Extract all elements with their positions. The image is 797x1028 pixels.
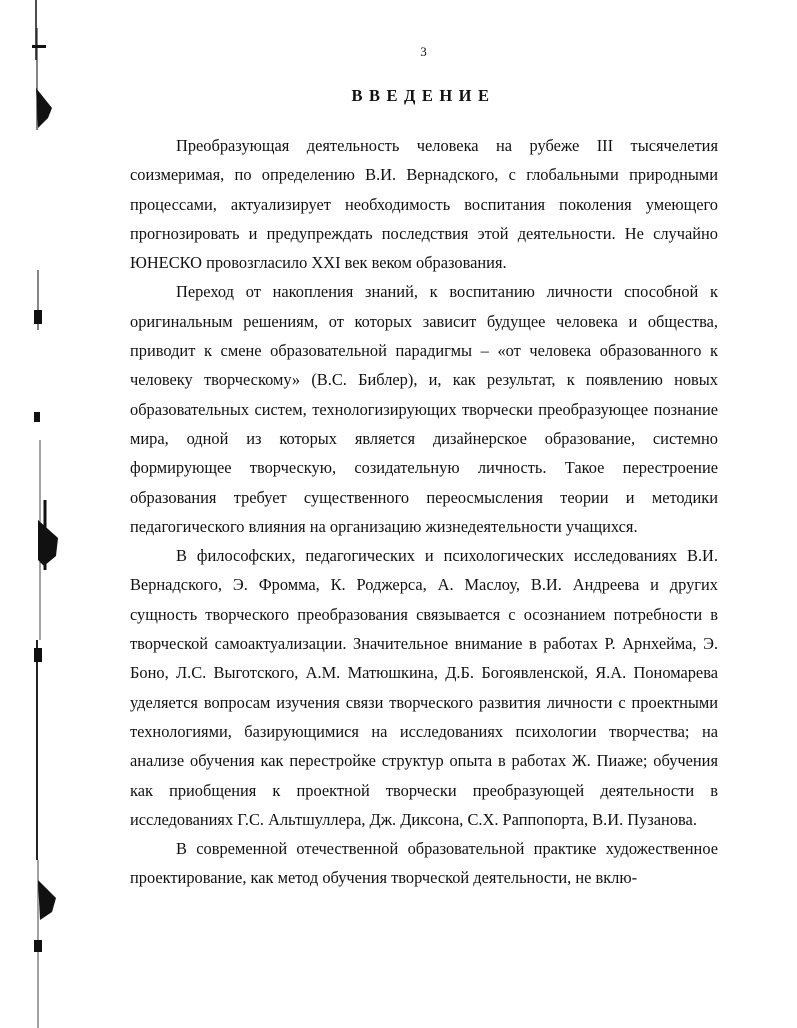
paragraph: Преобразующая деятельность человека на рубеже III тысячелетия соизмеримая, по определению В.И. Вернадского, с глобальными природными процессами, актуализирует необходимость воспитания поколения умеющего прогнозировать и предупреждать последствия этой деятельности. Не случайно ЮНЕСКО провозгласило XXI век веком образования. xyxy=(130,136,718,273)
paragraph: Переход от накопления знаний, к воспитанию личности способной к оригинальным решениям, от которых зависит будущее человека и общества, приводит к смене образовательной парадигмы – «от человека образованного к человеку творческому» (В.С. Библер), и, как результат, к появлению новых образовательных систем, технологизирующих творчески преобразующее познание мира, одной из которых является дизайнерское образование, системно формирующее творческую, созидательную личность. Такое перестроение образования требует существенного переосмысления теории и методики педагогического влияния на организацию жизнедеятельности учащихся. xyxy=(130,282,718,536)
paragraph: В философских, педагогических и психологических исследованиях В.И. Вернадского, Э. Фромма, К. Роджерса, А. Маслоу, В.И. Андреева и других сущность творческого преобразования связывается с осознанием потребности в творческой самоактуализации. Значительное внимание в работах Р. Арнхейма, Э. Боно, Л.С. Выготского, А.М. Матюшкина, Д.Б. Богоявленской, Я.А. Пономарева уделяется вопросам изучения связи творческого развития личности с проектными технологиями, базирующимися на исследованиях психологии творчества; на анализе обучения как перестройке структур опыта в работах Ж. Пиаже; обучения как приобщения к проектной творчески преобразующей деятельности в исследованиях Г.С. Альтшуллера, Дж. Диксона, С.Х. Раппопорта, В.И. Пузанова. xyxy=(130,546,718,829)
paragraph: В современной отечественной образовательной практике художественное проектирование, как метод обучения творческой деятельности, не вклю- xyxy=(130,839,718,888)
page-title: ВВЕДЕНИЕ xyxy=(351,86,496,105)
page-number: 3 xyxy=(420,44,427,59)
document-body xyxy=(130,131,718,893)
scan-edge-artifacts xyxy=(0,0,70,1028)
